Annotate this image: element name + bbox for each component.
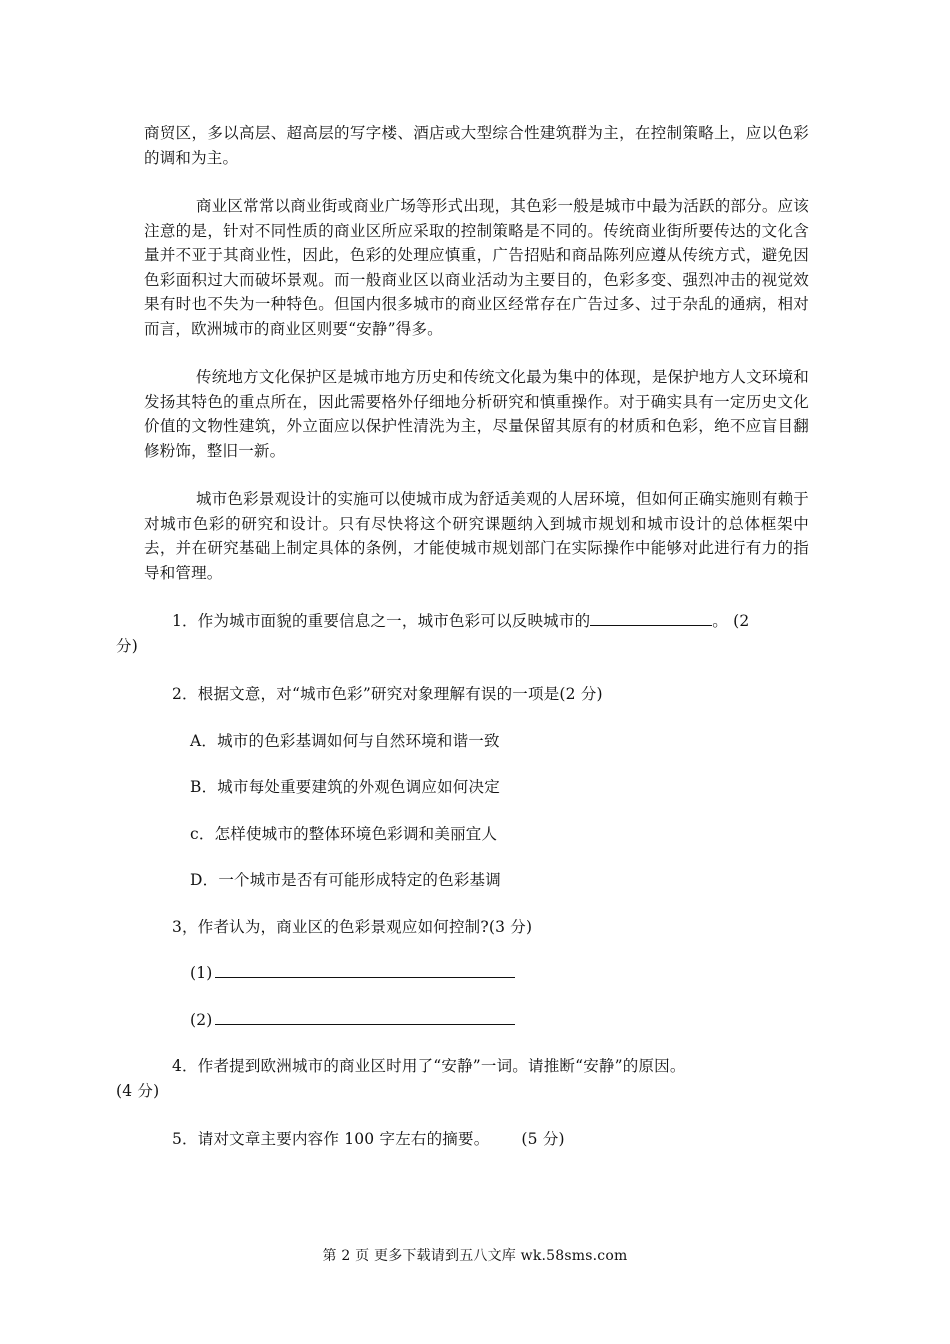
- question-2-option-a: A．城市的色彩基调如何与自然环境和谐一致: [190, 731, 500, 750]
- question-3-answer-1: [144, 961, 809, 986]
- question-2-option-b: B．城市每处重要建筑的外观色调应如何决定: [190, 778, 500, 796]
- question-1: [116, 609, 809, 658]
- question-3-answer-2: [144, 1008, 809, 1033]
- question-3-answer-2-blank[interactable]: [215, 1008, 515, 1025]
- paragraph-commercial-district: 商业区常常以商业街或商业广场等形式出现，其色彩一般是城市中最为活跃的部分。应该注意的是，针对不同性质的商业区所应采取的控制策略是不同的。传统商业街所要传达的文化含量并不亚于其商业性，因此，色彩的处理应慎重，广告招贴和商品陈列应遵从传统方式，避免因色彩面积过大而破坏景观。而一般商业区以商业活动为主要目的，色彩多变、强烈冲击的视觉效果有时也不失为一种特色。但国内很多城市的商业区经常存在广告过多、过于杂乱的通病，相对而言，欧洲城市的商业区则要“安静”得多。: [144, 197, 809, 338]
- paragraph-commercial-trade-area: 商贸区，多以高层、超高层的写字楼、酒店或大型综合性建筑群为主，在控制策略上，应以色彩的调和为主。: [144, 124, 809, 167]
- page-footer: 第 2 页 更多下载请到五八文库 wk.58sms.com: [322, 1248, 628, 1264]
- question-5-score: (5 分): [521, 1130, 565, 1148]
- question-5-text: 5．请对文章主要内容作 100 字左右的摘要。: [172, 1130, 490, 1148]
- question-1-text: 1．作为城市面貌的重要信息之一，城市色彩可以反映城市的: [172, 612, 591, 630]
- question-5: [144, 1127, 809, 1152]
- paragraph-color-landscape-design: 城市色彩景观设计的实施可以使城市成为舒适美观的人居环境，但如何正确实施则有赖于对城市色彩的研究和设计。只有尽快将这个研究课题纳入到城市规划和城市设计的总体框架中去，并在研究基础上制定具体的条例，才能使城市规划部门在实际操作中能够对此进行有力的指导和管理。: [144, 490, 809, 582]
- question-1-score-end: 分): [116, 636, 138, 655]
- question-1-answer-blank[interactable]: [590, 609, 712, 626]
- question-2-option-c: c．怎样使城市的整体环境色彩调和美丽宜人: [190, 824, 498, 843]
- paragraph-cultural-protection-area: 传统地方文化保护区是城市地方历史和传统文化最为集中的体现，是保护地方人文环境和发扬其特色的重点所在，因此需要格外仔细地分析研究和慎重操作。对于确实具有一定历史文化价值的文物性建筑，外立面应以保护性清洗为主，尽量保留其原有的材质和色彩，绝不应盲目翻修粉饰，整旧一新。: [144, 368, 809, 460]
- question-3-answer-1-label: (1): [190, 964, 213, 982]
- question-1-score: 。 (2: [712, 612, 750, 630]
- question-4-text: 4．作者提到欧洲城市的商业区时用了“安静”一词。请推断“安静”的原因。: [172, 1057, 686, 1075]
- document-body: [116, 121, 809, 1174]
- question-3-answer-2-label: (2): [190, 1010, 213, 1029]
- question-2: 2．根据文意，对“城市色彩”研究对象理解有误的一项是(2 分): [172, 685, 603, 703]
- question-3: 3，作者认为，商业区的色彩景观应如何控制?(3 分): [172, 917, 533, 936]
- question-3-answer-1-blank[interactable]: [215, 961, 515, 978]
- question-2-option-d: D．一个城市是否有可能形成特定的色彩基调: [190, 871, 501, 889]
- question-4: [116, 1054, 809, 1103]
- question-4-score: (4 分): [116, 1081, 160, 1100]
